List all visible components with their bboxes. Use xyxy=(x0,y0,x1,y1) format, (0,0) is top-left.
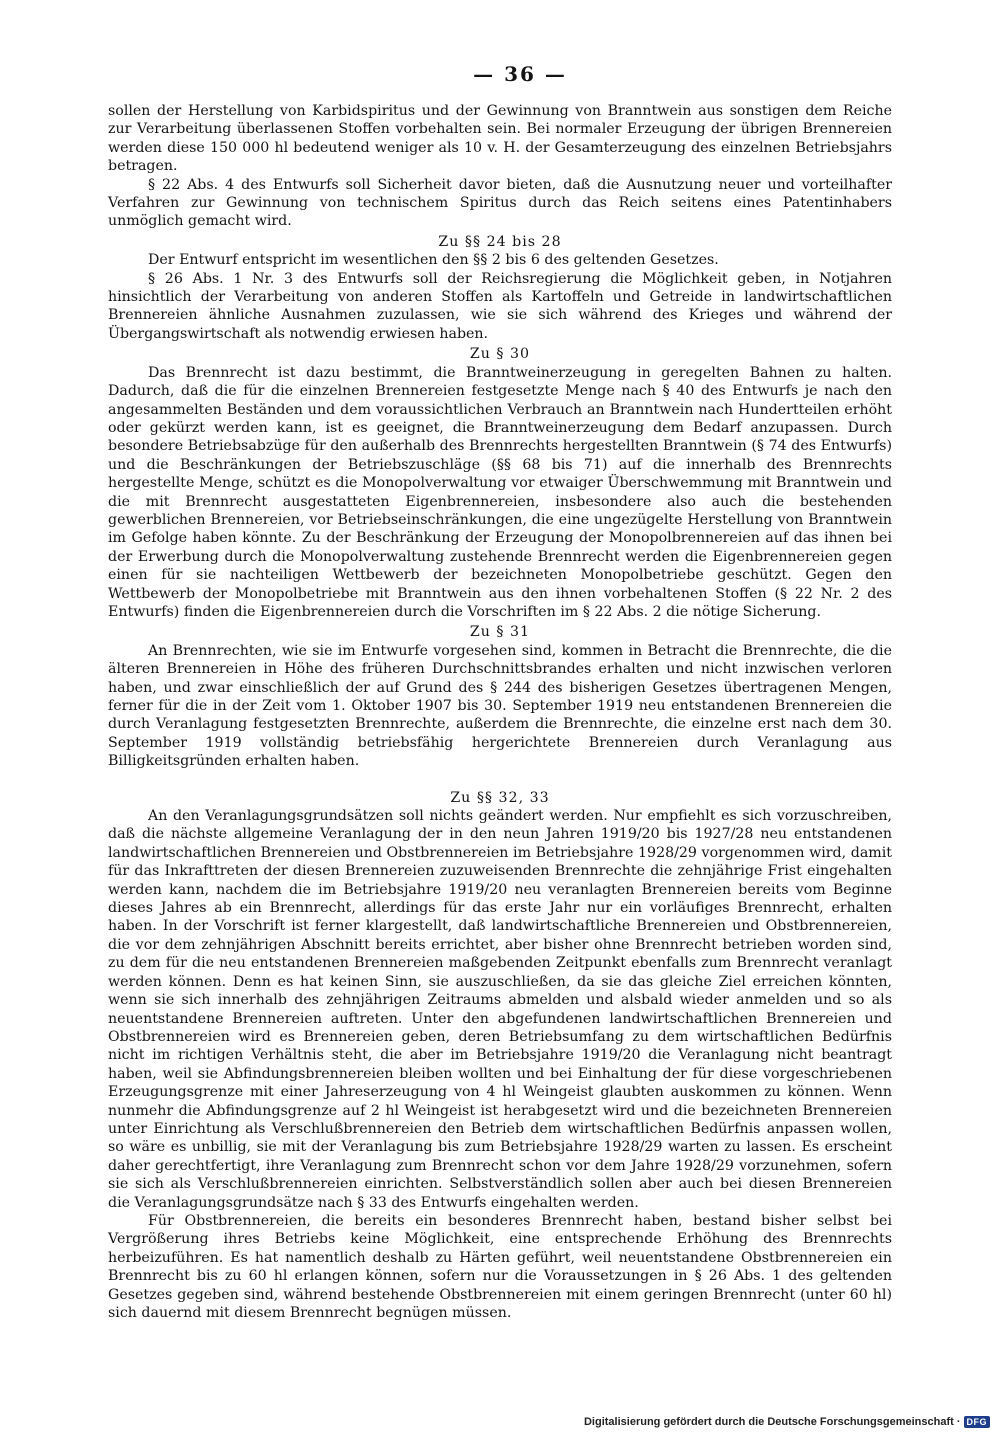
section-24-28 xyxy=(108,233,892,343)
section-paragraph: Für Obstbrennereien, die bereits ein besonderes Brennrecht haben, bestand bisher selbst bei Vergrößerung ihres Betriebs keine Möglichkeit, eine entsprechende Erhöhung des Brennrechts herbeizuführen. Es hat namentlich deshalb zu Härten geführt, weil neuentstandene Obstbrennereien ein Brennrecht bis zu 60 hl erlangen können, sofern nur die Voraussetzungen in § 26 Abs. 1 des geltenden Gesetzes gegeben sind, während bestehende Obstbrennereien mit einem geringen Brennrecht (unter 60 hl) sich dauernd mit diesem Brennrecht begnügen müssen. xyxy=(108,1212,892,1321)
section-heading: Zu §§ 32, 33 xyxy=(450,789,550,806)
section-30 xyxy=(108,345,892,621)
section-paragraph: § 26 Abs. 1 Nr. 3 des Entwurfs soll der Reichsregierung die Möglichkeit geben, in Notjahren hinsichtlich der Verarbeitung von anderen Stoffen als Kartoffeln und Getreide in landwirtschaftlichen Brennereien ähnliche Ausnahmen zuzulassen, wie sie sich während des Krieges und während der Übergangswirtschaft als notwendig erwiesen haben. xyxy=(108,270,892,342)
intro-paragraph-2: § 22 Abs. 4 des Entwurfs soll Sicherheit davor bieten, daß die Ausnutzung neuer und vorteilhafter Verfahren zur Gewinnung von technischem Spiritus durch das Reich seitens eines Patentinhabers unmöglich gemacht wird. xyxy=(108,176,892,230)
page-number: — 36 — xyxy=(473,62,567,86)
intro-paragraph-1: sollen der Herstellung von Karbidspiritus und der Gewinnung von Branntwein aus sonstigen dem Reiche zur Verarbeitung überlassenen Stoffen vorbehalten sein. Bei normaler Erzeugung der übrigen Brennereien werden diese 150 000 hl bedeutend weniger als 10 v. H. der Gesamterzeugung des einzelnen Betriebsjahrs betragen. xyxy=(108,103,892,175)
section-paragraph: An den Veranlagungsgrundsätzen soll nichts geändert werden. Nur empfiehlt es sich vorzuschreiben, daß die nächste allgemeine Veranlagung der in den neun Jahren 1919/20 bis 1927/28 neu entstandenen landwirtschaftlichen Brennereien und Obstbrennereien im Betriebsjahre 1928/29 vorgenommen wird, damit für das Inkrafttreten der diesen Brennereien zuzuweisenden Brennrechte die zehnjährige Frist eingehalten werden kann, nachdem die im Betriebsjahre 1919/20 neu veranlagten Brennereien bereits vom Beginne dieses Jahres ab ein Brennrecht, allerdings für das erste Jahr nur ein vorläufiges Brennrecht, erhalten haben. In der Vorschrift ist ferner klargestellt, daß landwirtschaftliche Brennereien und Obstbrennereien, die vor dem zehnjährigen Abschnitt bereits errichtet, aber bisher ohne Brennrecht betrieben worden sind, zu dem für die neu entstandenen Brennereien maßgebenden Zeitpunkt ebenfalls zum Brennrecht veranlagt werden können. Denn es hat keinen Sinn, sie auszuschließen, da sie das gleiche Ziel erreichen könnten, wenn sie sich innerhalb des zehnjährigen Zeitraums abmelden und alsbald wieder anmelden und so als neuentstandene Brennereien auftreten. Unter den abgefundenen landwirtschaftlichen Brennereien und Obstbrennereien wird es Brennereien geben, deren Betriebsumfang zu dem wirtschaftlichen Bedürfnis nicht im richtigen Verhältnis steht, die aber im Betriebsjahre 1919/20 die Veranlagung nicht beantragt haben, weil sie Abfindungsbrennereien bleiben wollten und bei Einhaltung der für diese vorgeschriebenen Erzeugungsgrenze mit einer Jahreserzeugung von 4 hl Weingeist glaubten auskommen zu können. Wenn nunmehr die Abfindungsgrenze auf 2 hl Weingeist ist herabgesetzt wird und die bezeichneten Brennereien unter Einrichtung als Verschlußbrennereien den Betrieb dem wirtschaftlichen Bedürfnis anpassen wollen, so wäre es unbillig, sie mit der Veranlagung bis zum Betriebsjahre 1928/29 warten zu lassen. Es erscheint daher gerechtfertigt, ihre Veranlagung zum Brennrecht schon vor dem Jahre 1928/29 vorzunehmen, sofern sie sich als Verschlußbrennereien einrichten. Selbstverständlich sollen aber auch bei diesen Brennereien die Veranlagungsgrundsätze nach § 33 des Entwurfs eingehalten werden. xyxy=(108,808,892,1211)
section-heading: Zu § 31 xyxy=(469,624,531,641)
document-page xyxy=(108,62,892,1322)
dfg-logo-icon: DFG xyxy=(964,1416,991,1428)
section-heading: Zu §§ 24 bis 28 xyxy=(438,233,562,250)
section-heading: Zu § 30 xyxy=(469,346,531,363)
section-32-33 xyxy=(108,789,892,1323)
footer-text: Digitalisierung gefördert durch die Deutsche Forschungsgemeinschaft · xyxy=(583,1416,961,1428)
section-paragraph: Das Brennrecht ist dazu bestimmt, die Branntweinerzeugung in geregelten Bahnen zu halten. Dadurch, daß die für die einzelnen Brennereien festgesetzte Menge nach § 40 des Entwurfs je nach den angesammelten Beständen und dem voraussichtlichen Verbrauch an Branntwein nach Hundertteilen erhöht oder gekürzt werden kann, ist es geeignet, die Branntweinerzeugung dem Bedarf anzupassen. Durch besondere Betriebsabzüge für den außerhalb des Brennrechts hergestellten Branntwein (§ 74 des Entwurfs) und die Beschränkungen der Betriebszuschläge (§§ 68 bis 71) auf die innerhalb des Brennrechts hergestellte Menge, schützt es die Monopolverwaltung vor etwaiger Überschwemmung mit Branntwein und die mit Brennrecht ausgestatteten Eigenbrennereien, insbesondere also auch die bestehenden gewerblichen Brennereien, vor Betriebseinschränkungen, die eine ungezügelte Herstellung von Branntwein im Gefolge haben könnte. Zu der Beschränkung der Erzeugung der Monopolbrennereien auf das ihnen bei der Erwerbung durch die Monopolverwaltung zustehende Brennrecht werden die Eigenbrennereien gegen einen für sie nachteiligen Wettbewerb der bezeichneten Monopolbetriebe geschützt. Gegen den Wettbewerb der Monopolbetriebe mit Branntwein aus den ihnen vorbehaltenen Stoffen (§ 22 Nr. 2 des Entwurfs) finden die Eigenbrennereien durch die Vorschriften im § 22 Abs. 2 die nötige Sicherung. xyxy=(108,364,892,620)
section-paragraph: An Brennrechten, wie sie im Entwurfe vorgesehen sind, kommen in Betracht die Brennrechte, die die älteren Brennereien in Höhe des früheren Durchschnittsbrandes erhalten und nicht inzwischen verloren haben, und zwar einschließlich der auf Grund des § 244 des bisherigen Gesetzes übertragenen Mengen, ferner für die in der Zeit vom 1. Oktober 1907 bis 30. September 1919 neu entstandenen Brennereien die durch Veranlagung festgesetzten Brennrechte, außerdem die Brennrechte, die einzelne erst nach dem 30. September 1919 vollständig betriebsfähig hergerichtete Brennereien durch Veranlagung aus Billigkeitsgründen erhalten haben. xyxy=(108,642,892,770)
section-paragraph: Der Entwurf entspricht im wesentlichen den §§ 2 bis 6 des geltenden Gesetzes. xyxy=(148,252,719,269)
digitization-footer xyxy=(584,1416,990,1428)
section-31 xyxy=(108,623,892,770)
